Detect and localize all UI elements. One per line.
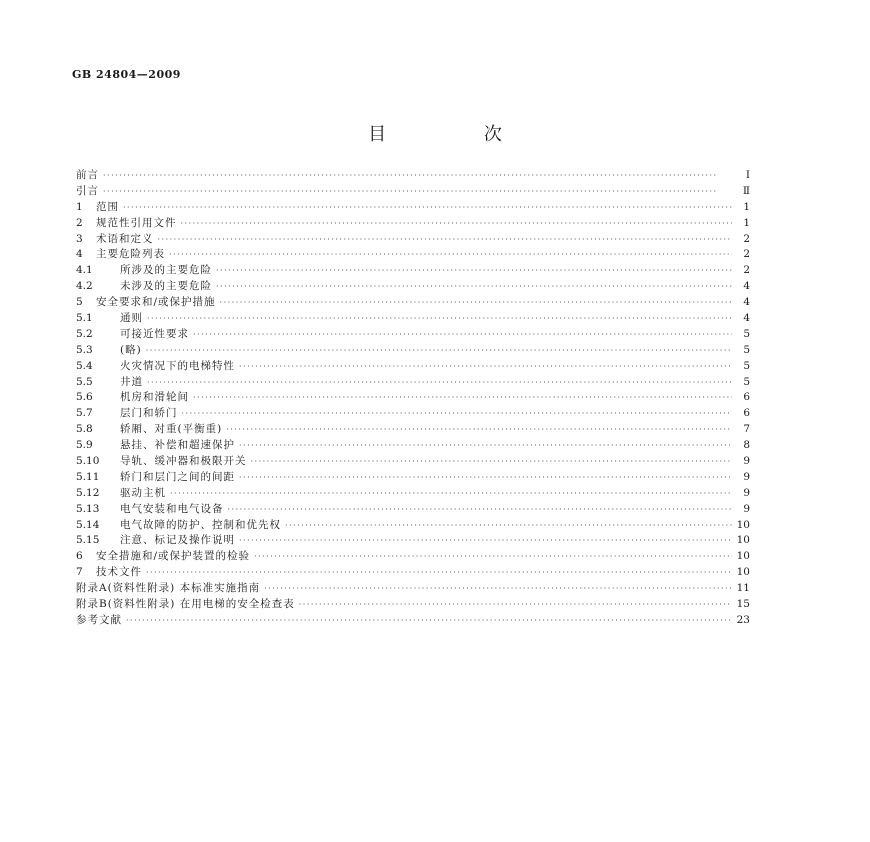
- toc-entry-title: 通则: [120, 312, 143, 325]
- toc-entry-title: 附录A(资料性附录) 本标准实施指南: [76, 582, 261, 595]
- toc-entry[interactable]: [76, 581, 750, 597]
- toc-leader-dots: [170, 486, 732, 502]
- toc-entry-title: 引言: [76, 184, 99, 197]
- toc-leader-dots: [147, 375, 732, 391]
- toc-entry-title: 范围: [96, 200, 119, 213]
- toc-entry-number: 1: [76, 200, 83, 213]
- toc-entry-number: 3: [76, 232, 83, 245]
- toc-entry[interactable]: [76, 200, 750, 216]
- toc-entry-number: 5.9: [76, 439, 93, 452]
- toc-entry-title: 轿门和层门之间的间距: [120, 470, 235, 483]
- toc-leader-dots: [103, 184, 732, 200]
- toc-leader-dots: [126, 613, 732, 629]
- toc-entry-page: Ⅰ: [745, 169, 750, 181]
- toc-entry-page: 9: [743, 502, 750, 515]
- toc-entry-page: 4: [743, 296, 750, 309]
- toc-entry[interactable]: [76, 518, 750, 534]
- toc-leader-dots: [216, 279, 732, 295]
- toc-entry[interactable]: [76, 613, 750, 629]
- toc-entry-page: Ⅱ: [742, 184, 750, 197]
- toc-entry[interactable]: [76, 263, 750, 279]
- toc-entry[interactable]: [76, 343, 750, 359]
- toc-entry-number: 5.6: [76, 391, 93, 404]
- toc-leader-dots: [193, 327, 732, 343]
- toc-entry-page: 5: [743, 375, 750, 388]
- toc-entry-page: 1: [743, 200, 750, 213]
- toc-leader-dots: [193, 390, 732, 406]
- toc-leader-dots: [226, 422, 732, 438]
- toc-entry[interactable]: [76, 327, 750, 343]
- toc-entry-number: 5.14: [76, 518, 100, 531]
- toc-entry[interactable]: [76, 311, 750, 327]
- toc-entry-page: 4: [743, 280, 750, 293]
- toc-entry-number: 5.5: [76, 375, 93, 388]
- toc-entry-page: 23: [736, 613, 750, 626]
- toc-entry-title: 电气故障的防护、控制和优先权: [120, 518, 281, 531]
- toc-entry[interactable]: [76, 406, 750, 422]
- toc-title: 目 次: [368, 124, 548, 145]
- toc-entry-number: 5.15: [76, 534, 100, 547]
- toc-entry[interactable]: [76, 549, 750, 565]
- toc-entry[interactable]: [76, 422, 750, 438]
- toc-entry[interactable]: [76, 565, 750, 581]
- toc-entry-number: 6: [76, 550, 83, 563]
- toc-entry-title: 安全要求和/或保护措施: [96, 296, 216, 309]
- toc-leader-dots: [239, 438, 732, 454]
- toc-entry-title: 术语和定义: [96, 232, 154, 245]
- toc-entry-number: 5.13: [76, 502, 100, 515]
- toc-entry-title: 火灾情况下的电梯特性: [120, 359, 235, 372]
- toc-entry[interactable]: [76, 454, 750, 470]
- toc-entry[interactable]: [76, 232, 750, 248]
- toc-entry-title: 驱动主机: [120, 486, 166, 499]
- toc-entry-title: 技术文件: [96, 566, 142, 579]
- toc-leader-dots: [251, 454, 733, 470]
- toc-entry-page: 5: [743, 343, 750, 356]
- toc-leader-dots: [182, 406, 733, 422]
- toc-leader-dots: [158, 232, 733, 248]
- toc-entry-title: 悬挂、补偿和超速保护: [120, 439, 235, 452]
- toc-entry-number: 4.2: [76, 280, 93, 293]
- toc-entry[interactable]: [76, 359, 750, 375]
- toc-entry[interactable]: [76, 502, 750, 518]
- toc-entry-title: 可接近性要求: [120, 327, 189, 340]
- toc-entry-number: 2: [76, 216, 83, 229]
- toc-entry-page: 10: [736, 534, 750, 547]
- toc-entry-page: 2: [743, 248, 750, 261]
- toc-entry-page: 4: [743, 312, 750, 325]
- toc-entry-number: 5.11: [76, 470, 100, 483]
- toc-entry-number: 4.1: [76, 264, 93, 277]
- toc-leader-dots: [216, 263, 732, 279]
- toc-entry-number: 5.4: [76, 359, 93, 372]
- toc-entry-number: 5: [76, 296, 83, 309]
- toc-entry-title: 未涉及的主要危险: [120, 280, 212, 293]
- toc-leader-dots: [285, 518, 732, 534]
- toc-entry-number: 5.3: [76, 343, 93, 356]
- toc-entry-page: 10: [736, 518, 750, 531]
- toc-entry-page: 10: [736, 566, 750, 579]
- toc-entry[interactable]: [76, 279, 750, 295]
- table-of-contents: [76, 168, 750, 629]
- toc-leader-dots: [103, 168, 732, 184]
- toc-entry-number: 4: [76, 248, 83, 261]
- toc-leader-dots: [147, 311, 732, 327]
- toc-entry-title: 规范性引用文件: [96, 216, 177, 229]
- toc-entry[interactable]: [76, 295, 750, 311]
- toc-entry-number: 5.8: [76, 423, 93, 436]
- toc-leader-dots: [228, 502, 733, 518]
- toc-entry-number: 5.7: [76, 407, 93, 420]
- toc-entry-page: 9: [743, 486, 750, 499]
- toc-entry-title: 前言: [76, 169, 99, 181]
- toc-entry-number: 5.10: [76, 455, 100, 468]
- toc-entry-page: 10: [736, 550, 750, 563]
- toc-entry-title: 主要危险列表: [96, 248, 165, 261]
- toc-entry-number: 5.12: [76, 486, 100, 499]
- toc-entry-number: 5.1: [76, 312, 93, 325]
- toc-entry[interactable]: [76, 216, 750, 232]
- toc-entry-number: 7: [76, 566, 83, 579]
- toc-entry-page: 9: [743, 455, 750, 468]
- toc-entry-title: 井道: [120, 375, 143, 388]
- toc-entry[interactable]: [76, 486, 750, 502]
- toc-entry-page: 2: [743, 232, 750, 245]
- toc-entry-title: 层门和轿门: [120, 407, 178, 420]
- toc-leader-dots: [254, 549, 732, 565]
- toc-leader-dots: [169, 247, 732, 263]
- toc-entry-title: 参考文献: [76, 613, 122, 626]
- toc-leader-dots: [123, 200, 732, 216]
- toc-entry-page: 2: [743, 264, 750, 277]
- toc-entry-title: 电气安装和电气设备: [120, 502, 224, 515]
- toc-entry-title: 附录B(资料性附录) 在用电梯的安全检查表: [76, 598, 295, 611]
- toc-entry-page: 6: [743, 391, 750, 404]
- toc-entry-page: 7: [743, 423, 750, 436]
- toc-entry-page: 9: [743, 470, 750, 483]
- toc-leader-dots: [146, 343, 732, 359]
- toc-entry[interactable]: [76, 470, 750, 486]
- toc-entry-page: 6: [743, 407, 750, 420]
- toc-entry-title: 注意、标记及操作说明: [120, 534, 235, 547]
- toc-entry-title: 轿厢、对重(平衡重): [120, 423, 223, 436]
- toc-entry-page: 15: [736, 598, 750, 611]
- toc-entry-title: 导轨、缓冲器和极限开关: [120, 455, 247, 468]
- toc-entry-title: 机房和滑轮间: [120, 391, 189, 404]
- toc-leader-dots: [239, 470, 732, 486]
- toc-leader-dots: [264, 581, 732, 597]
- toc-entry-title: (略): [120, 343, 142, 356]
- toc-entry[interactable]: [76, 168, 750, 184]
- toc-leader-dots: [146, 565, 732, 581]
- toc-leader-dots: [239, 359, 732, 375]
- toc-leader-dots: [220, 295, 732, 311]
- toc-entry[interactable]: [76, 438, 750, 454]
- document-header: GB 24804—2009: [72, 68, 181, 81]
- toc-entry[interactable]: [76, 375, 750, 391]
- toc-entry-title: 安全措施和/或保护装置的检验: [96, 550, 251, 563]
- toc-leader-dots: [299, 597, 732, 613]
- toc-entry[interactable]: [76, 533, 750, 549]
- toc-leader-dots: [239, 533, 732, 549]
- toc-entry[interactable]: [76, 247, 750, 263]
- toc-entry[interactable]: [76, 184, 750, 200]
- toc-entry[interactable]: [76, 597, 750, 613]
- toc-entry-number: 5.2: [76, 327, 93, 340]
- toc-entry-page: 11: [736, 582, 750, 595]
- toc-entry-page: 5: [743, 327, 750, 340]
- toc-entry-page: 8: [743, 439, 750, 452]
- toc-entry-page: 5: [743, 359, 750, 372]
- toc-entry-page: 1: [743, 216, 750, 229]
- toc-leader-dots: [181, 216, 733, 232]
- toc-entry-title: 所涉及的主要危险: [120, 264, 212, 277]
- toc-entry[interactable]: [76, 390, 750, 406]
